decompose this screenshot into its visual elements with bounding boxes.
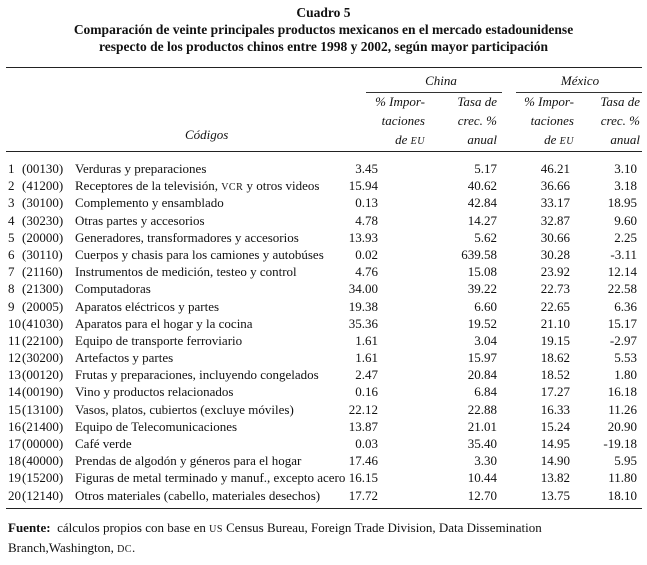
row-number: 20 <box>8 487 21 503</box>
row-number: 19 <box>8 470 21 486</box>
row-number: 1 <box>8 161 15 176</box>
row-description: Computadoras <box>75 281 151 297</box>
row-number: 5 <box>8 229 15 245</box>
china-rate-value: 15.97 <box>467 350 497 366</box>
china-rate-value: 5.17 <box>474 161 497 176</box>
mexico-rate-value: 6.36 <box>614 298 637 314</box>
china-import-value: 17.46 <box>348 453 378 469</box>
table-row <box>0 315 647 332</box>
mexico-rate-value: 15.17 <box>607 315 637 331</box>
china-import-value: 16.15 <box>348 470 378 486</box>
china-rate-value: 3.30 <box>474 453 497 469</box>
mexico-rate-value: 18.10 <box>607 487 637 503</box>
mexico-import-value: 21.10 <box>540 315 570 331</box>
mexico-rate-value: 22.58 <box>607 281 637 297</box>
mexico-rate-value: 16.18 <box>607 384 637 400</box>
table-row <box>0 246 647 263</box>
table-row <box>0 177 647 194</box>
mexico-rate-value: 18.95 <box>607 195 637 211</box>
mexico-import-value: 16.33 <box>540 401 570 417</box>
row-code: (30100) <box>22 195 64 211</box>
row-description: Generadores, transformadores y accesorios <box>75 229 299 245</box>
china-rate-value: 639.58 <box>461 246 497 262</box>
china-import-value: 13.87 <box>348 418 378 434</box>
row-description: Verduras y preparaciones <box>75 161 207 176</box>
china-import-value: 17.72 <box>348 487 378 503</box>
row-number: 9 <box>8 298 15 314</box>
row-description: Frutas y preparaciones, incluyendo congelados <box>75 367 319 383</box>
row-code: (00000) <box>22 436 64 451</box>
row-description: Artefactos y partes <box>75 350 174 366</box>
mexico-rate-value: 20.90 <box>607 418 637 434</box>
row-code: (22100) <box>22 332 64 348</box>
table-title-line2: Comparación de veinte principales productos mexicanos en el mercado estadounidense <box>73 22 574 37</box>
row-number: 15 <box>8 401 21 417</box>
table-row <box>0 418 647 435</box>
row-code: (20000) <box>22 229 64 245</box>
row-description: Cuerpos y chasis para los camiones y autobúses <box>75 246 324 262</box>
row-number: 8 <box>8 281 15 297</box>
china-import-value: 4.78 <box>355 212 378 228</box>
table-row <box>0 194 647 211</box>
china-import-value: 0.03 <box>355 436 378 451</box>
row-code: (21400) <box>22 418 64 434</box>
row-code: (30200) <box>22 350 64 366</box>
china-import-value: 22.12 <box>348 401 378 417</box>
mexico-import-value: 32.87 <box>540 212 570 228</box>
china-import-value: 0.16 <box>355 384 378 400</box>
row-number: 6 <box>8 246 15 262</box>
row-number: 18 <box>8 453 21 469</box>
china-rate-value: 21.01 <box>467 418 497 434</box>
china-import-header: % Impor- taciones de EU <box>375 94 425 147</box>
mexico-import-value: 18.52 <box>540 367 570 383</box>
mexico-import-value: 13.75 <box>540 487 570 503</box>
row-description: Complemento y ensamblado <box>75 195 224 211</box>
row-number: 7 <box>8 264 15 280</box>
mexico-rate-value: -19.18 <box>603 436 637 451</box>
china-rate-value: 35.40 <box>467 436 497 451</box>
mexico-rate-value: 11.80 <box>608 470 637 486</box>
mexico-import-value: 14.90 <box>540 453 570 469</box>
china-rate-value: 42.84 <box>467 195 497 211</box>
row-number: 17 <box>8 436 21 451</box>
header-rule <box>6 151 642 152</box>
china-rate-value: 3.04 <box>474 332 497 348</box>
mexico-import-value: 19.15 <box>540 332 570 348</box>
china-rate-value: 6.84 <box>474 384 497 400</box>
table-row <box>0 332 647 349</box>
mexico-rate-value: 2.25 <box>614 229 637 245</box>
row-description: Otras partes y accesorios <box>75 212 205 228</box>
group-header-china: China <box>425 73 457 88</box>
china-import-value: 1.61 <box>355 332 378 348</box>
mexico-import-value: 15.24 <box>540 418 570 434</box>
china-rate-value: 22.88 <box>467 401 497 417</box>
mexico-import-value: 17.27 <box>540 384 570 400</box>
table-row <box>0 160 647 177</box>
row-description: Receptores de la televisión, VCR y otros videos <box>75 178 320 194</box>
row-description: Figuras de metal terminado y manuf., excepto acero <box>75 470 346 486</box>
mexico-rate-value: -2.97 <box>609 332 637 348</box>
china-rate-value: 5.62 <box>474 229 497 245</box>
row-description: Prendas de algodón y géneros para el hogar <box>75 453 302 469</box>
china-import-value: 1.61 <box>355 350 378 366</box>
china-import-value: 4.76 <box>355 264 378 280</box>
row-code: (30230) <box>22 212 64 228</box>
china-import-value: 34.00 <box>348 281 378 297</box>
china-rate-value: 12.70 <box>467 487 497 503</box>
row-description: Vino y productos relacionados <box>75 384 234 400</box>
table-row <box>0 435 647 452</box>
codigos-header: Códigos <box>185 127 229 142</box>
table-row <box>0 366 647 383</box>
table-row <box>0 469 647 486</box>
mexico-import-value: 23.92 <box>540 264 570 280</box>
mexico-import-value: 22.73 <box>540 281 570 297</box>
table-title-line1: Cuadro 5 <box>296 5 351 20</box>
row-description: Vasos, platos, cubiertos (excluye móviles) <box>75 401 294 417</box>
mexico-import-header: % Impor- taciones de EU <box>524 94 574 147</box>
mexico-import-value: 46.21 <box>540 161 570 176</box>
china-rate-header: Tasa de crec. % anual <box>457 94 497 147</box>
row-number: 16 <box>8 418 21 434</box>
mexico-rate-value: -3.11 <box>610 246 637 262</box>
row-code: (15200) <box>22 470 64 486</box>
row-number: 10 <box>8 315 21 331</box>
row-code: (41030) <box>22 315 64 331</box>
row-description: Equipo de transporte ferroviario <box>75 332 243 348</box>
table-body <box>0 160 647 504</box>
table-row <box>0 298 647 315</box>
row-description: Aparatos para el hogar y la cocina <box>75 315 253 331</box>
mexico-rate-value: 9.60 <box>614 212 637 228</box>
mexico-rate-value: 5.53 <box>614 350 637 366</box>
table-row <box>0 452 647 469</box>
china-import-value: 0.13 <box>355 195 378 211</box>
china-rate-value: 39.22 <box>467 281 497 297</box>
table-row <box>0 401 647 418</box>
mexico-rate-value: 12.14 <box>607 264 637 280</box>
row-code: (12140) <box>22 487 64 503</box>
mexico-import-value: 33.17 <box>540 195 570 211</box>
mexico-rate-value: 11.26 <box>608 401 637 417</box>
china-import-value: 3.45 <box>355 161 378 176</box>
row-description: Otros materiales (cabello, materiales desechos) <box>75 487 321 503</box>
row-description: Café verde <box>75 436 132 451</box>
table-row <box>0 263 647 280</box>
row-code: (30110) <box>22 246 63 262</box>
china-rate-value: 6.60 <box>474 298 497 314</box>
china-import-value: 2.47 <box>355 367 378 383</box>
footnote: Fuente: cálculos propios con base en US Census Bureau, Foreign Trade Division, Data Dissemination Branch,Washington, DC. <box>8 520 542 555</box>
china-import-value: 0.02 <box>355 246 378 262</box>
china-rate-value: 10.44 <box>467 470 497 486</box>
row-code: (21160) <box>22 264 63 280</box>
table-title-line3: respecto de los productos chinos entre 1998 y 2002, según mayor participación <box>98 39 548 54</box>
mexico-rate-header: Tasa de crec. % anual <box>600 94 640 147</box>
row-code: (21300) <box>22 281 64 297</box>
china-import-value: 15.94 <box>348 178 378 194</box>
row-code: (20005) <box>22 298 64 314</box>
mexico-rate-value: 1.80 <box>614 367 637 383</box>
row-code: (00190) <box>22 384 64 400</box>
row-code: (40000) <box>22 453 64 469</box>
mexico-import-value: 14.95 <box>540 436 570 451</box>
group-header-mexico: México <box>560 73 600 88</box>
mexico-rate-value: 5.95 <box>614 453 637 469</box>
mexico-import-value: 18.62 <box>540 350 570 366</box>
table-row <box>0 383 647 400</box>
row-number: 12 <box>8 350 21 366</box>
row-number: 4 <box>8 212 15 228</box>
table-row <box>0 349 647 366</box>
top-rule <box>6 67 642 68</box>
china-rate-value: 20.84 <box>467 367 497 383</box>
china-rate-value: 14.27 <box>467 212 497 228</box>
mexico-rate-value: 3.10 <box>614 161 637 176</box>
row-description: Aparatos eléctricos y partes <box>75 298 220 314</box>
table-row <box>0 280 647 297</box>
china-rate-value: 15.08 <box>467 264 497 280</box>
mexico-import-value: 36.66 <box>540 178 570 194</box>
row-code: (13100) <box>22 401 64 417</box>
row-description: Instrumentos de medición, testeo y control <box>75 264 297 280</box>
mexico-rate-value: 3.18 <box>614 178 637 194</box>
table-row <box>0 229 647 246</box>
row-code: (00120) <box>22 367 64 383</box>
mexico-import-value: 22.65 <box>540 298 570 314</box>
row-description: Equipo de Telecomunicaciones <box>75 418 238 434</box>
china-rate-value: 40.62 <box>467 178 497 194</box>
row-number: 11 <box>8 332 21 348</box>
table-row <box>0 212 647 229</box>
mexico-import-value: 13.82 <box>540 470 570 486</box>
bottom-rule <box>6 508 642 509</box>
row-number: 2 <box>8 178 15 194</box>
row-number: 14 <box>8 384 21 400</box>
row-number: 3 <box>8 195 15 211</box>
china-import-value: 13.93 <box>348 229 378 245</box>
row-number: 13 <box>8 367 21 383</box>
mexico-import-value: 30.28 <box>540 246 570 262</box>
row-code: (00130) <box>22 161 64 176</box>
china-import-value: 35.36 <box>348 315 378 331</box>
row-code: (41200) <box>22 178 64 194</box>
table-row <box>0 487 647 504</box>
mexico-import-value: 30.66 <box>540 229 570 245</box>
china-rate-value: 19.52 <box>467 315 497 331</box>
china-import-value: 19.38 <box>348 298 378 314</box>
